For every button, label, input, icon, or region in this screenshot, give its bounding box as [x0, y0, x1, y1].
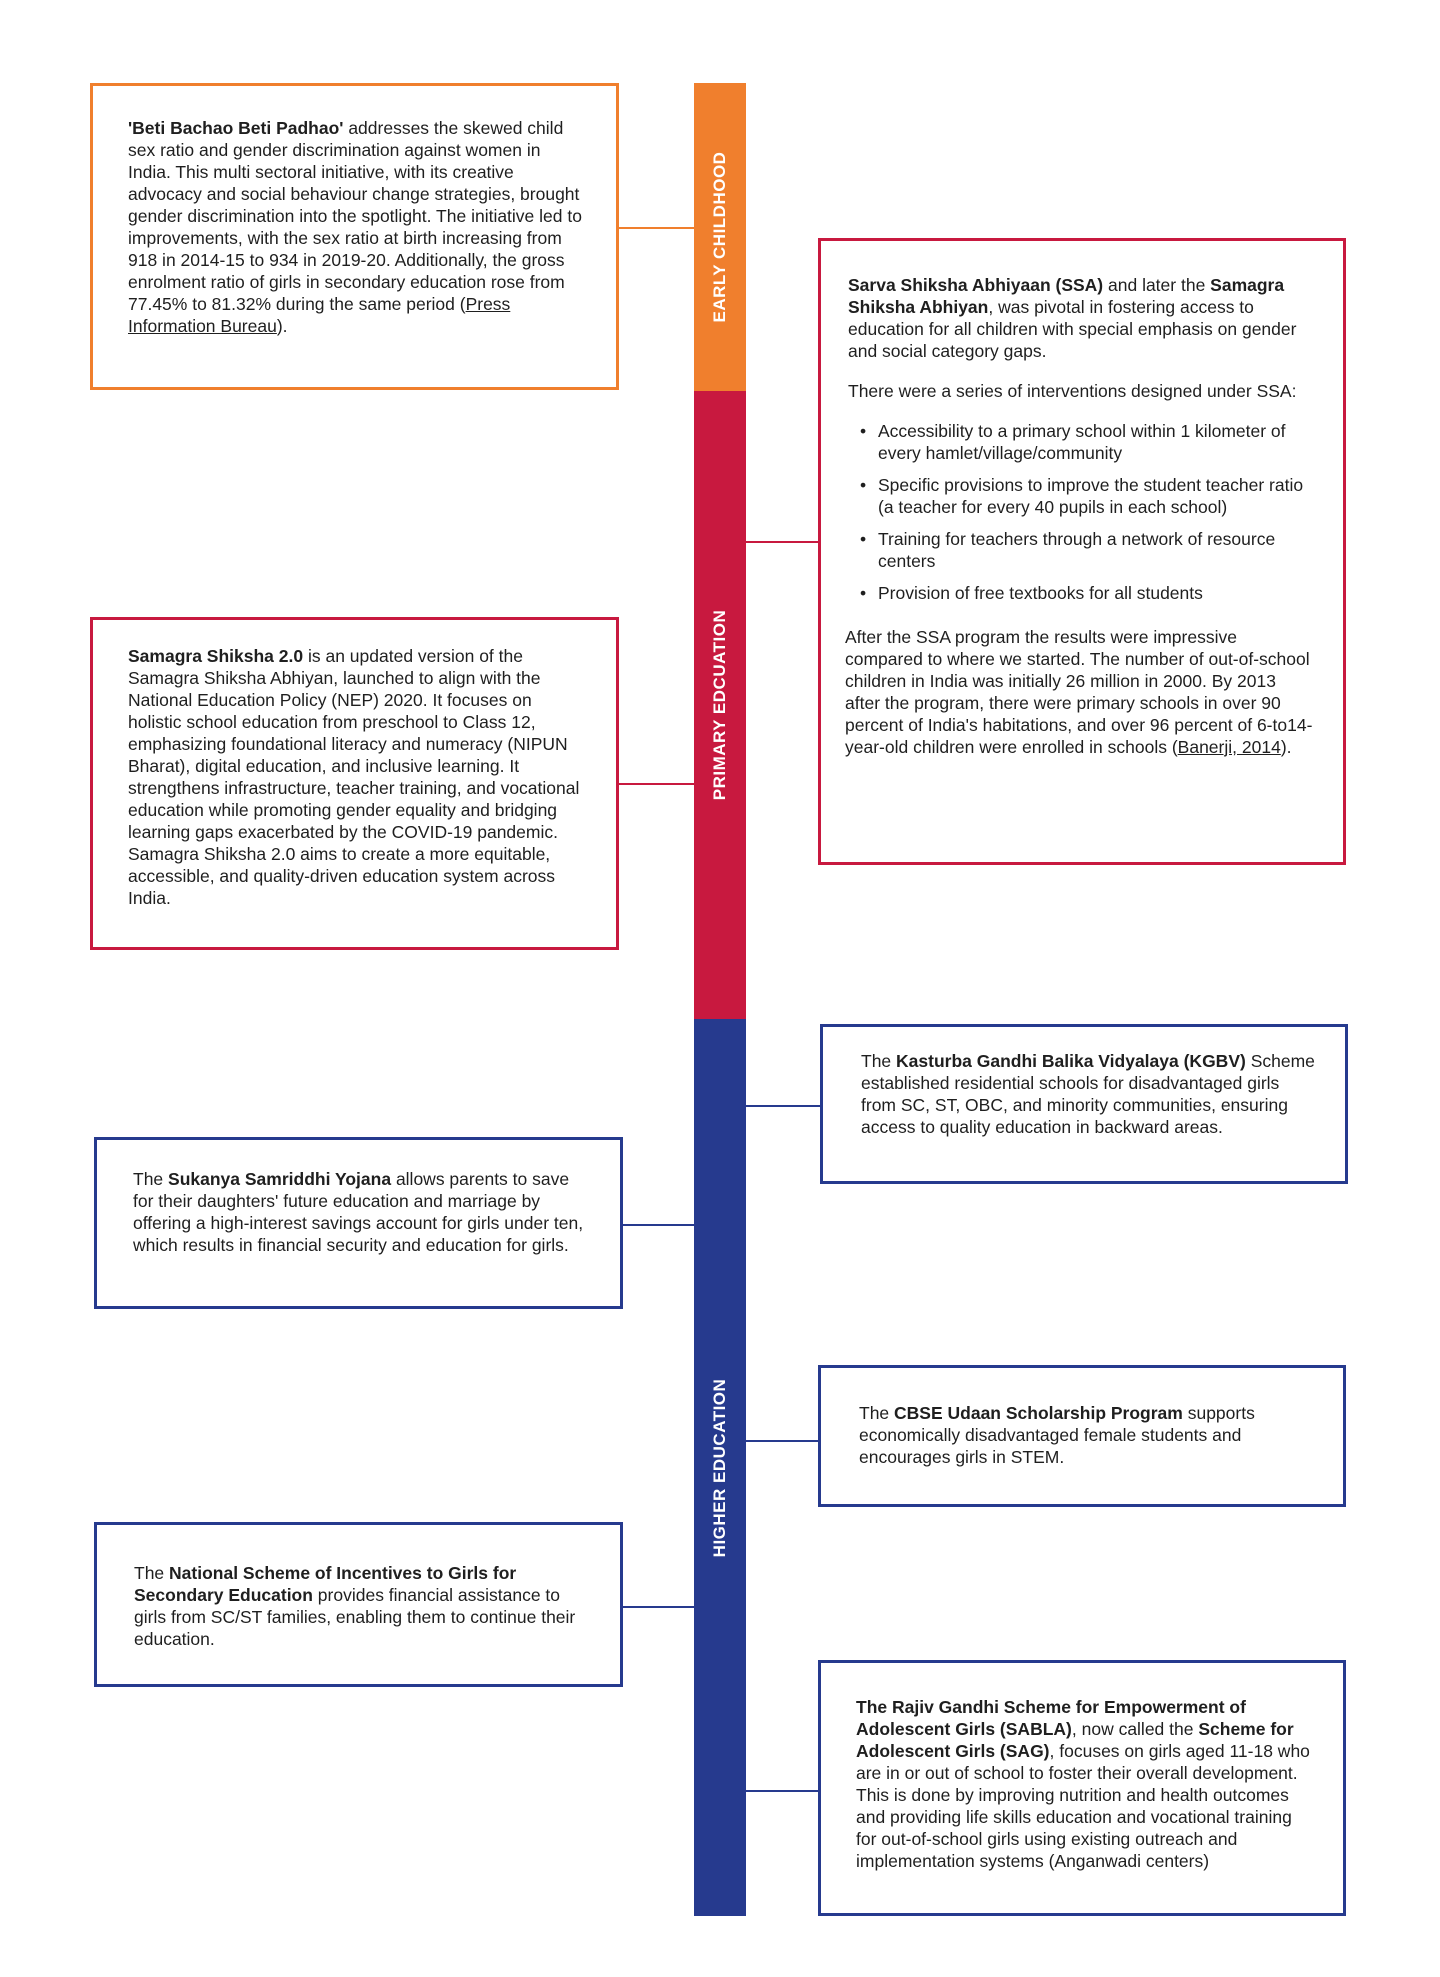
card-nsigse-text [134, 1562, 590, 1650]
source-link-banerji[interactable]: Banerji, 2014 [1177, 737, 1281, 757]
card-ssa-title: Sarva Shiksha Abhiyaan (SSA) [848, 275, 1104, 295]
card-ssy-body: allows parents to save for their daughters' future education and marriage by offering a high-interest savings account for girls under ten, which results in financial security and education for girls. [133, 1169, 584, 1255]
card-samagra2-title: Samagra Shiksha 2.0 [128, 646, 304, 666]
list-item [848, 582, 1313, 604]
card-kgbv [820, 1024, 1348, 1184]
early-childhood-label: EARLY CHILDHOOD [710, 151, 729, 323]
card-kgbv-pre: The [861, 1051, 897, 1071]
bullet-icon: • [860, 475, 867, 495]
card-nsigse-body: provides financial assistance to girls from SC/ST families, enabling them to continue their education. [134, 1585, 576, 1649]
card-udaan-body: supports economically disadvantaged female students and encourages girls in STEM. [859, 1403, 1255, 1467]
card-bbbp-title: 'Beti Bachao Beti Padhao' [128, 118, 344, 138]
connector-ssa [746, 541, 820, 543]
bullet-icon: • [860, 529, 867, 549]
bullet-icon: • [860, 421, 867, 441]
card-ssa-intro-text [848, 274, 1313, 362]
list-item-text: Training for teachers through a network of resource centers [878, 529, 1276, 571]
card-udaan-text [859, 1402, 1313, 1468]
connector-udaan [746, 1440, 820, 1442]
card-bbbp-text [128, 117, 584, 337]
connector-kgbv [746, 1105, 822, 1107]
connector-bbbp [617, 227, 694, 229]
card-ssy-title: Sukanya Samriddhi Yojana [168, 1169, 392, 1189]
card-sarva-shiksha-abhiyaan [818, 238, 1346, 865]
card-sabla-text1: , now called the [1071, 1719, 1199, 1739]
card-nsigse-pre: The [134, 1563, 170, 1583]
card-ssa-text1: and later the [1103, 275, 1211, 295]
card-nsigse-title: National Scheme of Incentives to Girls for Secondary Education [134, 1563, 517, 1605]
card-udaan-title: CBSE Udaan Scholarship Program [894, 1403, 1183, 1423]
card-ssy-pre: The [133, 1169, 169, 1189]
card-sukanya-samriddhi-yojana [94, 1137, 623, 1309]
card-bbbp-tail: ). [276, 316, 288, 336]
card-national-scheme-incentives [94, 1522, 623, 1687]
card-ssy-text [133, 1168, 594, 1256]
list-item-text: Provision of free textbooks for all students [878, 583, 1203, 603]
card-udaan-pre: The [859, 1403, 895, 1423]
card-sabla [818, 1660, 1346, 1916]
card-ssa-tail: ). [1280, 737, 1292, 757]
higher-education-label: HIGHER EDUCATION [710, 1378, 729, 1557]
card-ssa-title2: Samagra Shiksha Abhiyan [848, 275, 1285, 317]
card-kgbv-title: Kasturba Gandhi Balika Vidyalaya (KGBV) [896, 1051, 1246, 1071]
card-sabla-text [856, 1696, 1313, 1872]
card-ssa-text2: , was pivotal in fostering access to education for all children with special emphasis on gender and social category gaps. [848, 297, 1297, 361]
bullet-icon: • [860, 583, 867, 603]
card-ssa-outcome-text [845, 626, 1313, 758]
card-cbse-udaan [818, 1365, 1346, 1507]
list-item [848, 474, 1313, 518]
primary-education-label: PRIMARY EDCUATION [710, 609, 729, 801]
card-ssa-outcome-body: After the SSA program the results were impressive compared to where we started. The number of out-of-school children in India was initially 26 million in 2000. By 2013 after the program, there were primary schools in over 90 percent of India's habitations, and over 96 percent of 6-to14-year-old children were enrolled in schools ( [845, 627, 1313, 757]
list-item [848, 420, 1313, 464]
card-sabla-body: , focuses on girls aged 11-18 who are in or out of school to foster their overall development. This is done by improving nutrition and health outcomes and providing life skills education and vocational training for out-of-school girls using existing outreach and implementation systems (Anganwadi centers) [856, 1741, 1310, 1871]
timeline-segment-early-childhood [694, 83, 746, 391]
list-item [848, 528, 1313, 572]
connector-samagra2 [617, 783, 694, 785]
card-kgbv-text [861, 1050, 1315, 1138]
connector-sabla [746, 1790, 820, 1792]
timeline-segment-primary-education [694, 391, 746, 1019]
card-sabla-title: The Rajiv Gandhi Scheme for Empowerment of Adolescent Girls (SABLA) [856, 1697, 1246, 1739]
card-ssa-interventions-intro: There were a series of interventions designed under SSA: [848, 381, 1297, 401]
source-link-pib[interactable]: Press Information Bureau [128, 294, 511, 336]
card-bbbp-body: addresses the skewed child sex ratio and gender discrimination against women in India. This multi sectoral initiative, with its creative advocacy and social behaviour change strategies, brought gender discrimination into the spotlight. The initiative led to improvements, with the sex ratio at birth increasing from 918 in 2014-15 to 934 in 2019-20. Additionally, the gross enrolment ratio of girls in secondary education rose from 77.45% to 81.32% during the same period ( [128, 118, 582, 314]
card-sabla-title2: Scheme for Adolescent Girls (SAG) [856, 1719, 1294, 1761]
card-kgbv-body: Scheme established residential schools for disadvantaged girls from SC, ST, OBC, and minority communities, ensuring access to quality education in backward areas. [861, 1051, 1315, 1137]
card-samagra2-body: is an updated version of the Samagra Shiksha Abhiyan, launched to align with the National Education Policy (NEP) 2020. It focuses on holistic school education from preschool to Class 12, emphasizing foundational literacy and numeracy (NIPUN Bharat), digital education, and inclusive learning. It strengthens infrastructure, teacher training, and vocational education while promoting gender equality and bridging learning gaps exacerbated by the COVID-19 pandemic. Samagra Shiksha 2.0 aims to create a more equitable, accessible, and quality-driven education system across India. [128, 646, 580, 908]
card-samagra-shiksha-2 [90, 617, 619, 950]
card-ssa-interventions-list [848, 420, 1313, 604]
connector-nsigse [621, 1606, 694, 1608]
list-item-text: Accessibility to a primary school within 1 kilometer of every hamlet/village/community [878, 421, 1286, 463]
list-item-text: Specific provisions to improve the student teacher ratio (a teacher for every 40 pupils in each school) [878, 475, 1304, 517]
card-samagra2-text [128, 645, 586, 909]
connector-ssy [621, 1224, 694, 1226]
card-beti-bachao-beti-padhao [90, 83, 619, 390]
timeline-segment-higher-education [694, 1019, 746, 1916]
